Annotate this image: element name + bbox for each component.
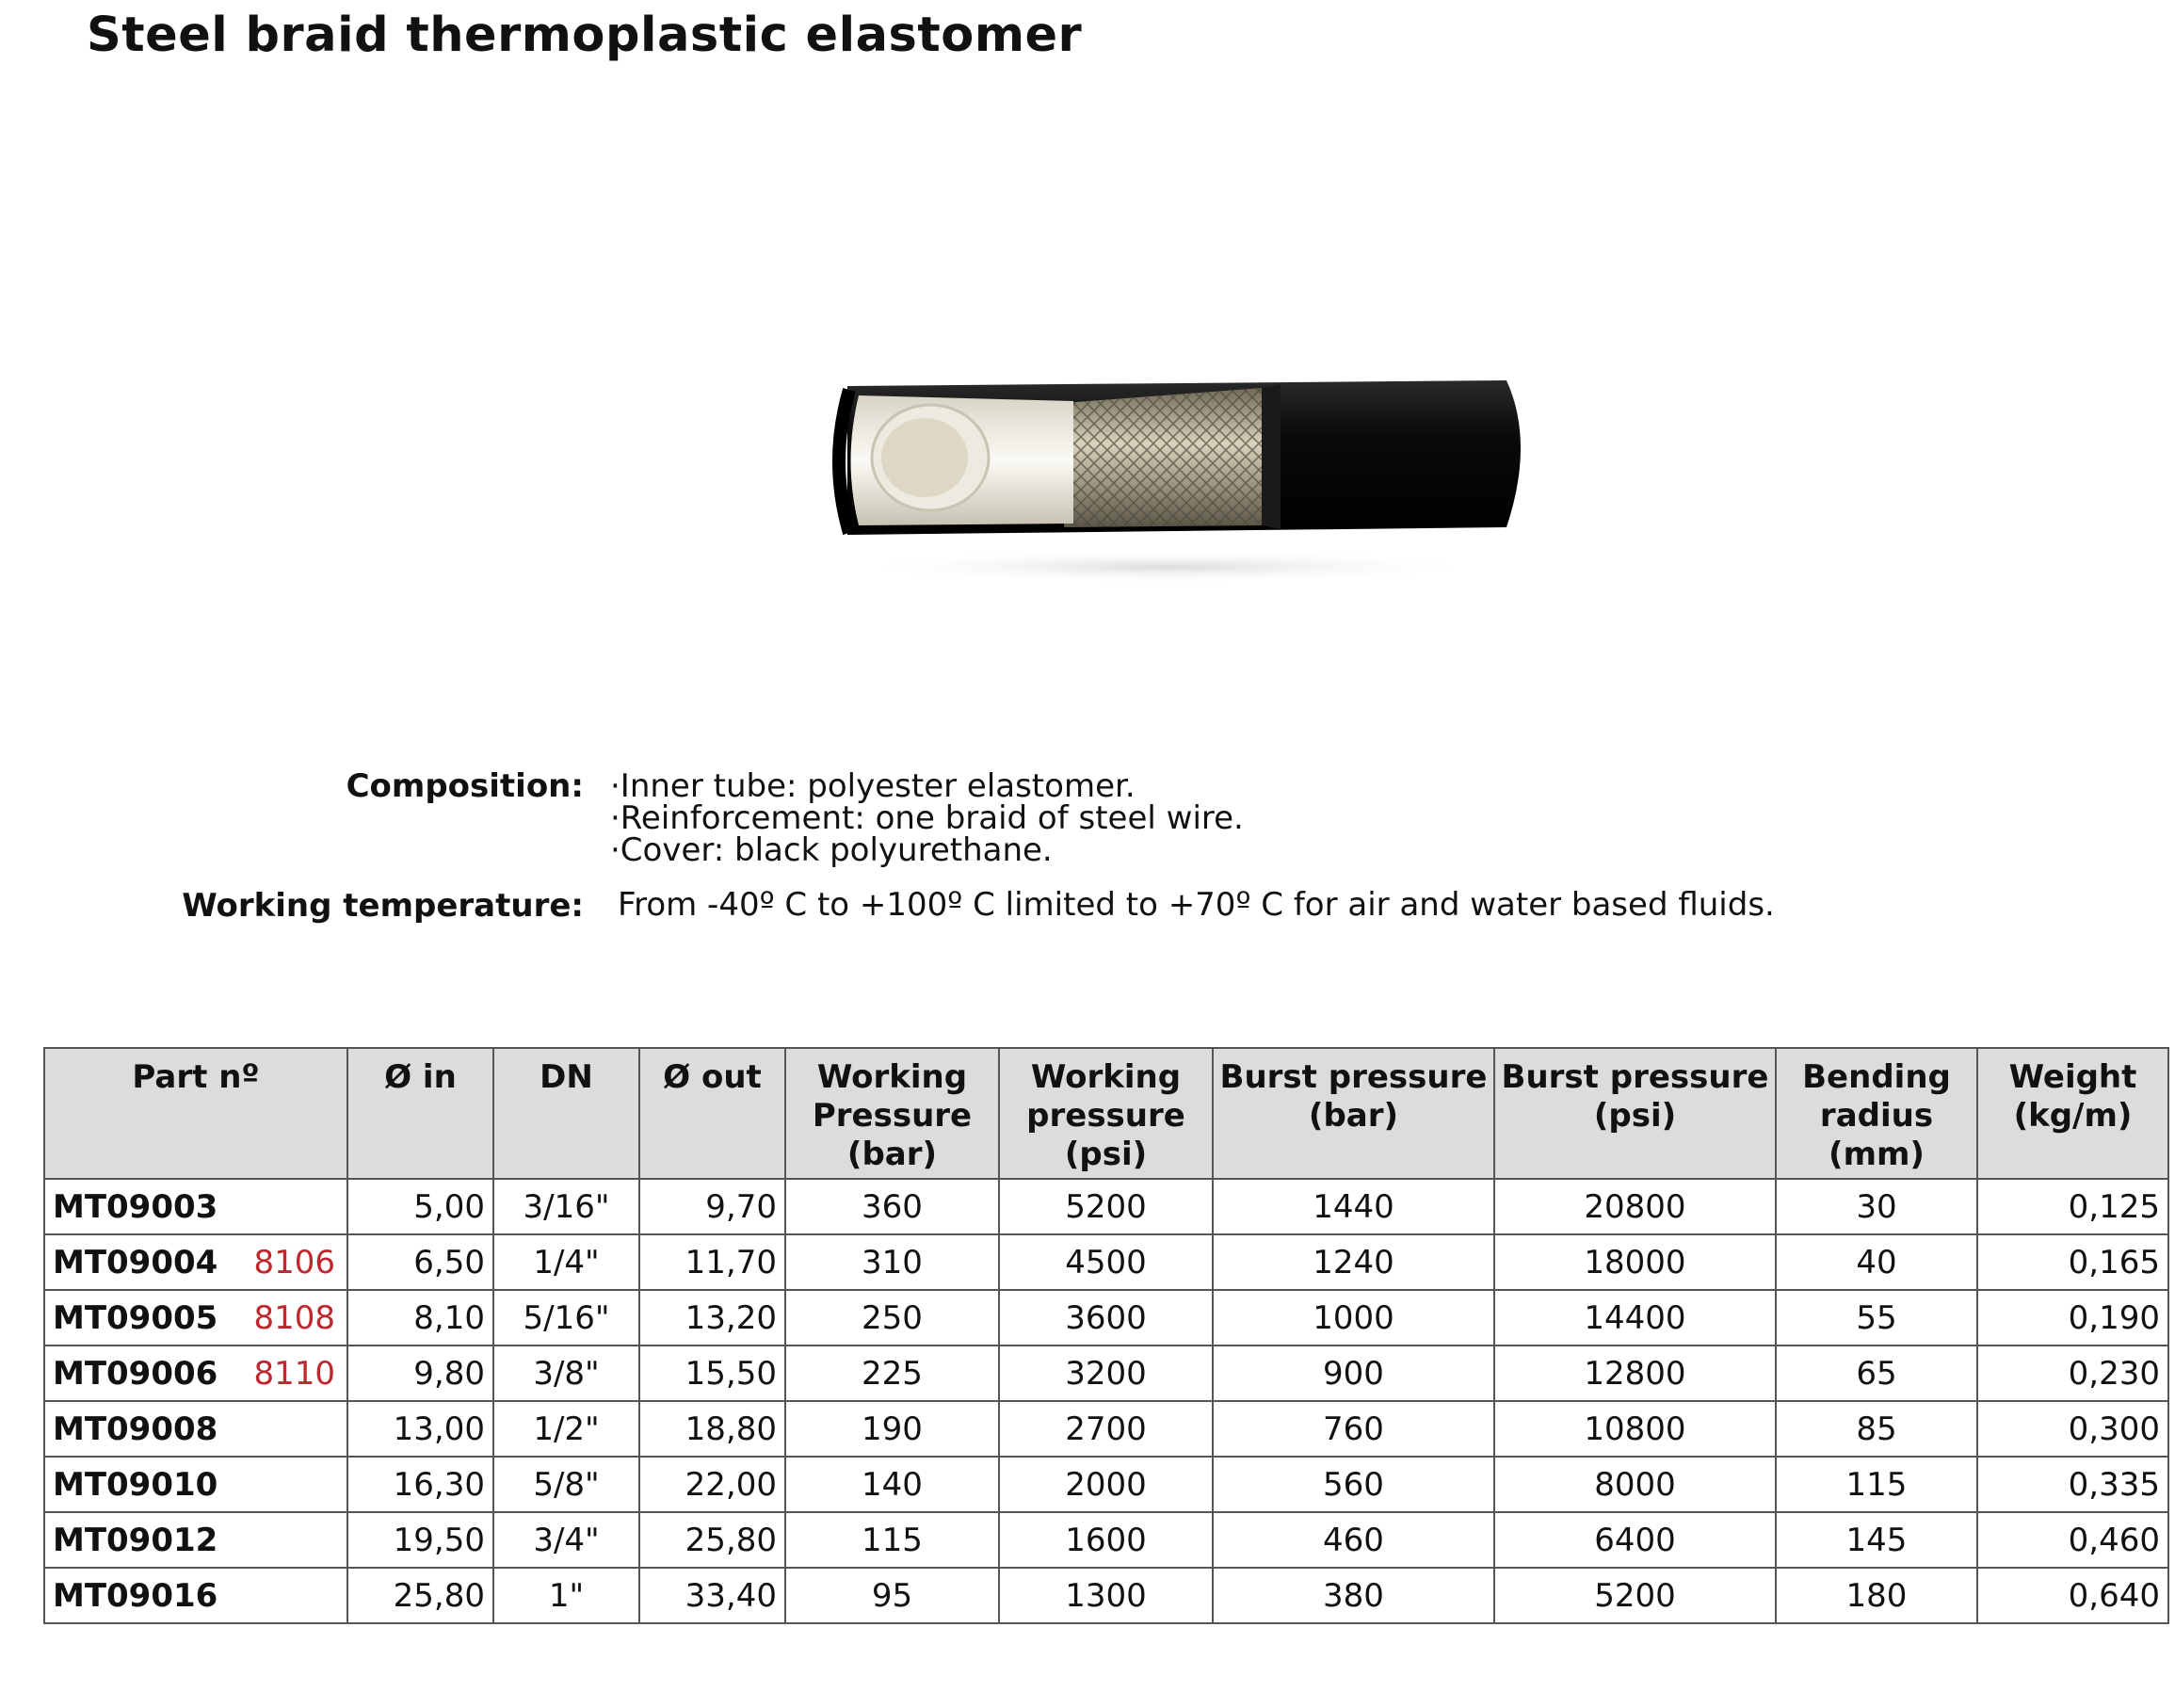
cell-working-pressure-psi: 4500 — [999, 1234, 1213, 1290]
table-row — [44, 1179, 2168, 1234]
cell-working-pressure-bar: 190 — [785, 1401, 999, 1457]
cell-working-pressure-bar: 115 — [785, 1512, 999, 1568]
cell-working-pressure-bar: 95 — [785, 1568, 999, 1623]
cell-working-pressure-psi: 2000 — [999, 1457, 1213, 1512]
cell-bending-radius: 55 — [1776, 1290, 1977, 1345]
cell-working-pressure-psi: 1600 — [999, 1512, 1213, 1568]
cell-bending-radius: 145 — [1776, 1512, 1977, 1568]
cell-part-no — [44, 1234, 347, 1290]
cell-outer-diameter: 11,70 — [639, 1234, 785, 1290]
part-number: MT09010 — [53, 1465, 218, 1504]
cell-working-pressure-psi: 2700 — [999, 1401, 1213, 1457]
cell-burst-pressure-bar: 460 — [1213, 1512, 1494, 1568]
cell-dn: 3/4" — [493, 1512, 639, 1568]
cell-inner-diameter: 8,10 — [347, 1290, 493, 1345]
cell-burst-pressure-psi: 10800 — [1494, 1401, 1776, 1457]
cell-dn: 1/2" — [493, 1401, 639, 1457]
table-row — [44, 1234, 2168, 1290]
cell-inner-diameter: 6,50 — [347, 1234, 493, 1290]
cell-weight: 0,165 — [1977, 1234, 2168, 1290]
cell-bending-radius: 85 — [1776, 1401, 1977, 1457]
cell-working-pressure-psi: 3200 — [999, 1345, 1213, 1401]
cell-weight: 0,190 — [1977, 1290, 2168, 1345]
cell-inner-diameter: 19,50 — [347, 1512, 493, 1568]
cell-part-no — [44, 1457, 347, 1512]
cell-dn: 3/8" — [493, 1345, 639, 1401]
cell-weight: 0,230 — [1977, 1345, 2168, 1401]
part-number: MT09004 — [53, 1243, 218, 1281]
table-row — [44, 1290, 2168, 1345]
part-number: MT09012 — [53, 1521, 218, 1559]
composition-reinforcement: ·Reinforcement: one braid of steel wire. — [610, 799, 1244, 837]
cell-working-pressure-psi: 1300 — [999, 1568, 1213, 1623]
cell-working-pressure-bar: 225 — [785, 1345, 999, 1401]
composition-inner-tube: ·Inner tube: polyester elastomer. — [610, 767, 1136, 805]
cell-inner-diameter: 13,00 — [347, 1401, 493, 1457]
table-row — [44, 1457, 2168, 1512]
cell-dn: 5/8" — [493, 1457, 639, 1512]
table-row — [44, 1345, 2168, 1401]
cell-part-no — [44, 1179, 347, 1234]
header-bending-radius: Bending radius (mm) — [1776, 1048, 1977, 1179]
part-number: MT09016 — [53, 1576, 218, 1615]
cell-part-no — [44, 1401, 347, 1457]
cell-working-pressure-psi: 5200 — [999, 1179, 1213, 1234]
composition-list — [610, 767, 1244, 869]
table-row — [44, 1512, 2168, 1568]
header-burst-pressure-psi: Burst pressure (psi) — [1494, 1048, 1776, 1179]
cell-inner-diameter: 25,80 — [347, 1568, 493, 1623]
cell-bending-radius: 40 — [1776, 1234, 1977, 1290]
composition-cover: ·Cover: black polyurethane. — [610, 831, 1053, 869]
part-number: MT09005 — [53, 1298, 218, 1337]
part-number: MT09008 — [53, 1410, 218, 1448]
cell-burst-pressure-psi: 6400 — [1494, 1512, 1776, 1568]
header-inner-diameter: Ø in — [347, 1048, 493, 1179]
header-weight: Weight (kg/m) — [1977, 1048, 2168, 1179]
cell-weight: 0,640 — [1977, 1568, 2168, 1623]
cell-weight: 0,335 — [1977, 1457, 2168, 1512]
page-title: Steel braid thermoplastic elastomer — [87, 8, 1083, 63]
header-dn: DN — [493, 1048, 639, 1179]
cell-weight: 0,125 — [1977, 1179, 2168, 1234]
table-row — [44, 1568, 2168, 1623]
cell-weight: 0,460 — [1977, 1512, 2168, 1568]
part-number: MT09006 — [53, 1354, 218, 1393]
cell-inner-diameter: 5,00 — [347, 1179, 493, 1234]
working-temperature-label: Working temperature: — [182, 887, 584, 925]
cell-dn: 1/4" — [493, 1234, 639, 1290]
cell-outer-diameter: 13,20 — [639, 1290, 785, 1345]
cell-outer-diameter: 33,40 — [639, 1568, 785, 1623]
cell-burst-pressure-bar: 560 — [1213, 1457, 1494, 1512]
table-row — [44, 1401, 2168, 1457]
header-outer-diameter: Ø out — [639, 1048, 785, 1179]
cell-part-no — [44, 1512, 347, 1568]
cell-burst-pressure-bar: 760 — [1213, 1401, 1494, 1457]
cell-part-no — [44, 1568, 347, 1623]
cell-outer-diameter: 15,50 — [639, 1345, 785, 1401]
cross-reference-code: 8110 — [253, 1354, 335, 1393]
cell-weight: 0,300 — [1977, 1401, 2168, 1457]
cell-inner-diameter: 9,80 — [347, 1345, 493, 1401]
part-number: MT09003 — [53, 1187, 218, 1226]
cell-burst-pressure-psi: 12800 — [1494, 1345, 1776, 1401]
cell-burst-pressure-bar: 1000 — [1213, 1290, 1494, 1345]
header-part-no: Part nº — [44, 1048, 347, 1179]
cell-bending-radius: 30 — [1776, 1179, 1977, 1234]
cell-dn: 1" — [493, 1568, 639, 1623]
cell-outer-diameter: 22,00 — [639, 1457, 785, 1512]
cell-bending-radius: 180 — [1776, 1568, 1977, 1623]
specification-table — [43, 1047, 2169, 1624]
cell-burst-pressure-psi: 5200 — [1494, 1568, 1776, 1623]
cell-outer-diameter: 9,70 — [639, 1179, 785, 1234]
cell-burst-pressure-psi: 14400 — [1494, 1290, 1776, 1345]
cell-burst-pressure-psi: 20800 — [1494, 1179, 1776, 1234]
cell-burst-pressure-psi: 8000 — [1494, 1457, 1776, 1512]
composition-label: Composition: — [346, 767, 584, 805]
cell-burst-pressure-bar: 900 — [1213, 1345, 1494, 1401]
cell-burst-pressure-bar: 380 — [1213, 1568, 1494, 1623]
header-working-pressure-bar: Working Pressure (bar) — [785, 1048, 999, 1179]
cell-outer-diameter: 25,80 — [639, 1512, 785, 1568]
working-temperature-value: From -40º C to +100º C limited to +70º C for air and water based fluids. — [618, 886, 1775, 924]
cell-working-pressure-bar: 360 — [785, 1179, 999, 1234]
cell-outer-diameter: 18,80 — [639, 1401, 785, 1457]
table-header-row — [44, 1048, 2168, 1179]
cell-burst-pressure-psi: 18000 — [1494, 1234, 1776, 1290]
cell-dn: 5/16" — [493, 1290, 639, 1345]
cell-working-pressure-psi: 3600 — [999, 1290, 1213, 1345]
cross-reference-code: 8106 — [253, 1243, 335, 1281]
cell-working-pressure-bar: 310 — [785, 1234, 999, 1290]
cell-part-no — [44, 1345, 347, 1401]
cell-dn: 3/16" — [493, 1179, 639, 1234]
header-working-pressure-psi: Working pressure (psi) — [999, 1048, 1213, 1179]
cross-reference-code: 8108 — [253, 1298, 335, 1337]
cell-working-pressure-bar: 250 — [785, 1290, 999, 1345]
cell-burst-pressure-bar: 1240 — [1213, 1234, 1494, 1290]
cell-part-no — [44, 1290, 347, 1345]
cell-bending-radius: 115 — [1776, 1457, 1977, 1512]
cell-inner-diameter: 16,30 — [347, 1457, 493, 1512]
cell-bending-radius: 65 — [1776, 1345, 1977, 1401]
cell-burst-pressure-bar: 1440 — [1213, 1179, 1494, 1234]
header-burst-pressure-bar: Burst pressure (bar) — [1213, 1048, 1494, 1179]
hose-cutaway-image — [791, 358, 1525, 603]
cell-working-pressure-bar: 140 — [785, 1457, 999, 1512]
